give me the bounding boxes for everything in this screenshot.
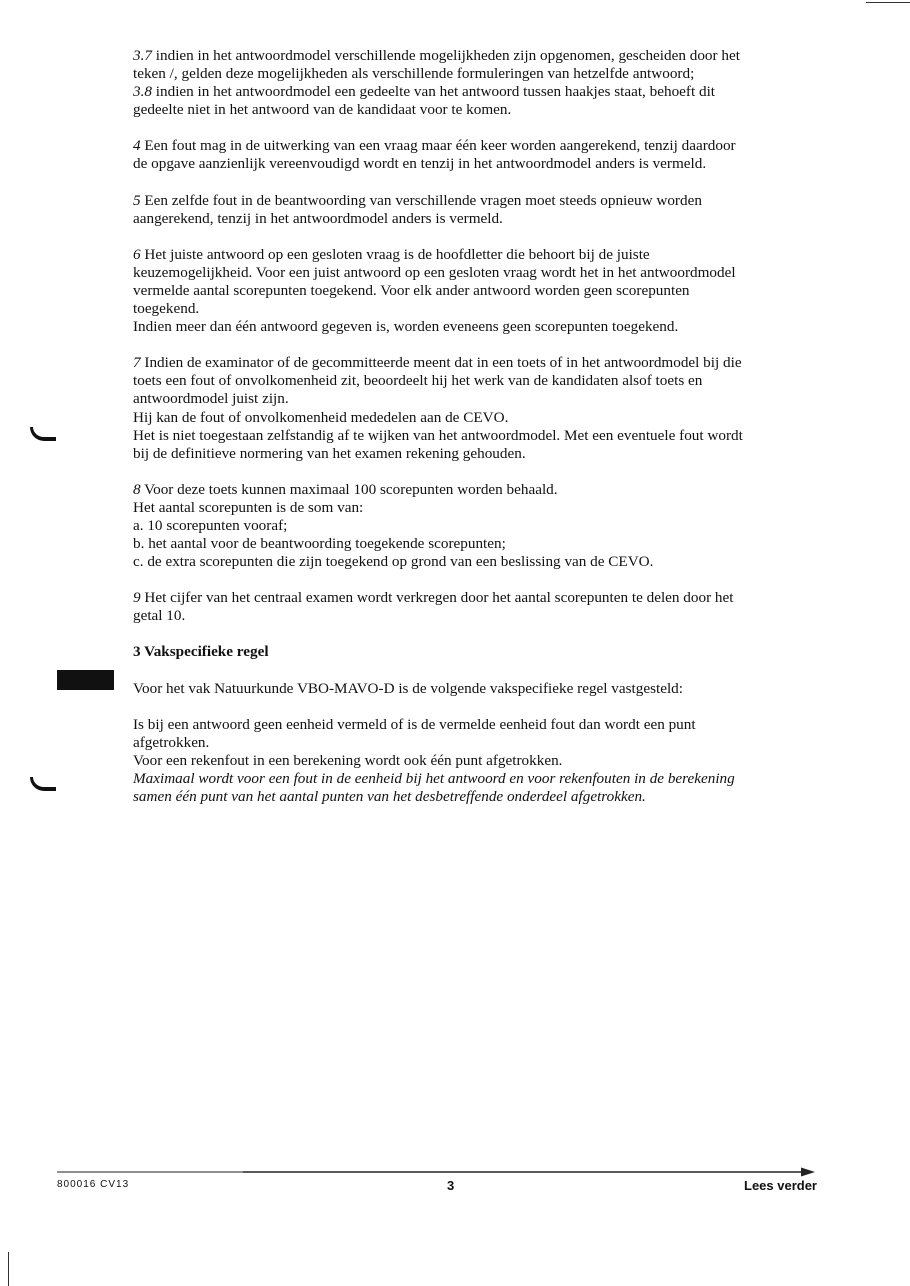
paragraph-4 [133,137,753,173]
rule-number: 6 [133,245,141,263]
list-item-c: c. de extra scorepunten die zijn toegekend op grond van een beslissing van de CEVO. [133,553,654,571]
rule-7-line-3: Het is niet toegestaan zelfstandig af te wijken van het antwoordmodel. Met een eventuele fout wordt bij de definitieve normering van het examen rekening gehouden. [133,426,743,462]
rule-text: Het cijfer van het centraal examen wordt verkregen door het aantal scorepunten te delen door het getal 10. [133,589,734,625]
list-item-a: a. 10 scorepunten vooraf; [133,516,288,534]
page-number: 3 [447,1178,455,1193]
rule-text: indien in het antwoordmodel verschillende mogelijkheden zijn opgenomen, gescheiden door het teken /, gelden deze mogelijkheden als verschillende formuleringen van hetzelfde antwoord; [133,47,740,83]
paragraph-9 [133,589,753,625]
paragraph-5 [133,192,753,228]
corner-rule [866,2,910,3]
footer-arrow-line [57,1166,815,1178]
rule-text: Het juiste antwoord op een gesloten vraag is de hoofdletter die behoort bij de juiste keuzemogelijkheid. Voor een juist antwoord op een gesloten vraag wordt het in het antwoordmodel vermelde aantal scorepunten toegekend. Voor elk ander antwoord worden geen scorepunten toegekend. [133,245,736,318]
rule-number: 4 [133,137,141,155]
page-footer [57,1178,817,1194]
rule-6 [133,246,753,318]
paragraph-8 [133,481,753,571]
rule-number: 5 [133,191,141,209]
list-item-b: b. het aantal voor de beantwoording toegekende scorepunten; [133,535,506,553]
paragraph-3-7-3-8 [133,47,753,119]
rule-8-line-2: Het aantal scorepunten is de som van: [133,498,364,516]
rule-3-7 [133,47,753,83]
specific-rule-1: Is bij een antwoord geen eenheid vermeld of is de vermelde eenheid fout dan wordt een punt afgetrokken. [133,715,696,751]
section-intro-text: Voor het vak Natuurkunde VBO-MAVO-D is de volgende vakspecifieke regel vastgesteld: [133,679,683,697]
rule-number: 8 [133,480,141,498]
document-body [133,47,753,824]
rule-text: Indien de examinator of de gecommitteerde meent dat in een toets of in het antwoordmodel bij die toets een fout of onvolkomenheid zit, beoordeelt hij het werk van de kandidaten alsof toets en antwoordmodel juist zijn. [133,354,742,408]
specific-rule-3: Maximaal wordt voor een fout in de eenheid bij het antwoord en voor rekenfouten in de berekening samen één punt van het aantal punten van het desbetreffende onderdeel afgetrokken. [133,769,735,805]
section-heading: 3 Vakspecifieke regel [133,643,269,661]
continue-label: Lees verder [744,1178,817,1193]
paragraph-6 [133,246,753,336]
rule-text: Voor deze toets kunnen maximaal 100 scorepunten worden behaald. [140,480,558,498]
section-rules [133,716,753,806]
rule-5 [133,192,753,228]
section-intro [133,680,753,698]
rule-number: 3.7 [133,47,152,64]
margin-hook-mark [30,777,56,791]
rule-3-8 [133,83,753,119]
rule-9 [133,589,753,625]
scan-edge-line [8,1252,9,1286]
rule-8 [133,481,753,499]
document-code: 800016 CV13 [57,1179,130,1190]
margin-block-mark [57,670,114,690]
rule-text: Een zelfde fout in de beantwoording van verschillende vragen moet steeds opnieuw worden aangerekend, tenzij in het antwoordmodel anders is vermeld. [133,191,702,227]
specific-rule-2: Voor een rekenfout in een berekening wordt ook één punt afgetrokken. [133,751,563,769]
paragraph-7 [133,354,753,463]
rule-number: 3.8 [133,83,152,101]
margin-hook-mark [30,427,56,441]
rule-4 [133,137,753,173]
rule-number: 9 [133,589,141,607]
rule-7-line-2: Hij kan de fout of onvolkomenheid mededelen aan de CEVO. [133,408,509,426]
rule-text: indien in het antwoordmodel een gedeelte van het antwoord tussen haakjes staat, behoeft dit gedeelte niet in het antwoord van de kandidaat voor te komen. [133,83,716,119]
rule-6-line-2: Indien meer dan één antwoord gegeven is, worden eveneens geen scorepunten toegekend. [133,318,679,336]
rule-7 [133,354,753,408]
rule-number: 7 [133,354,141,372]
rule-text: Een fout mag in de uitwerking van een vraag maar één keer worden aangerekend, tenzij daardoor de opgave aanzienlijk vereenvoudigd wordt en tenzij in het antwoordmodel anders is vermeld. [133,137,736,173]
